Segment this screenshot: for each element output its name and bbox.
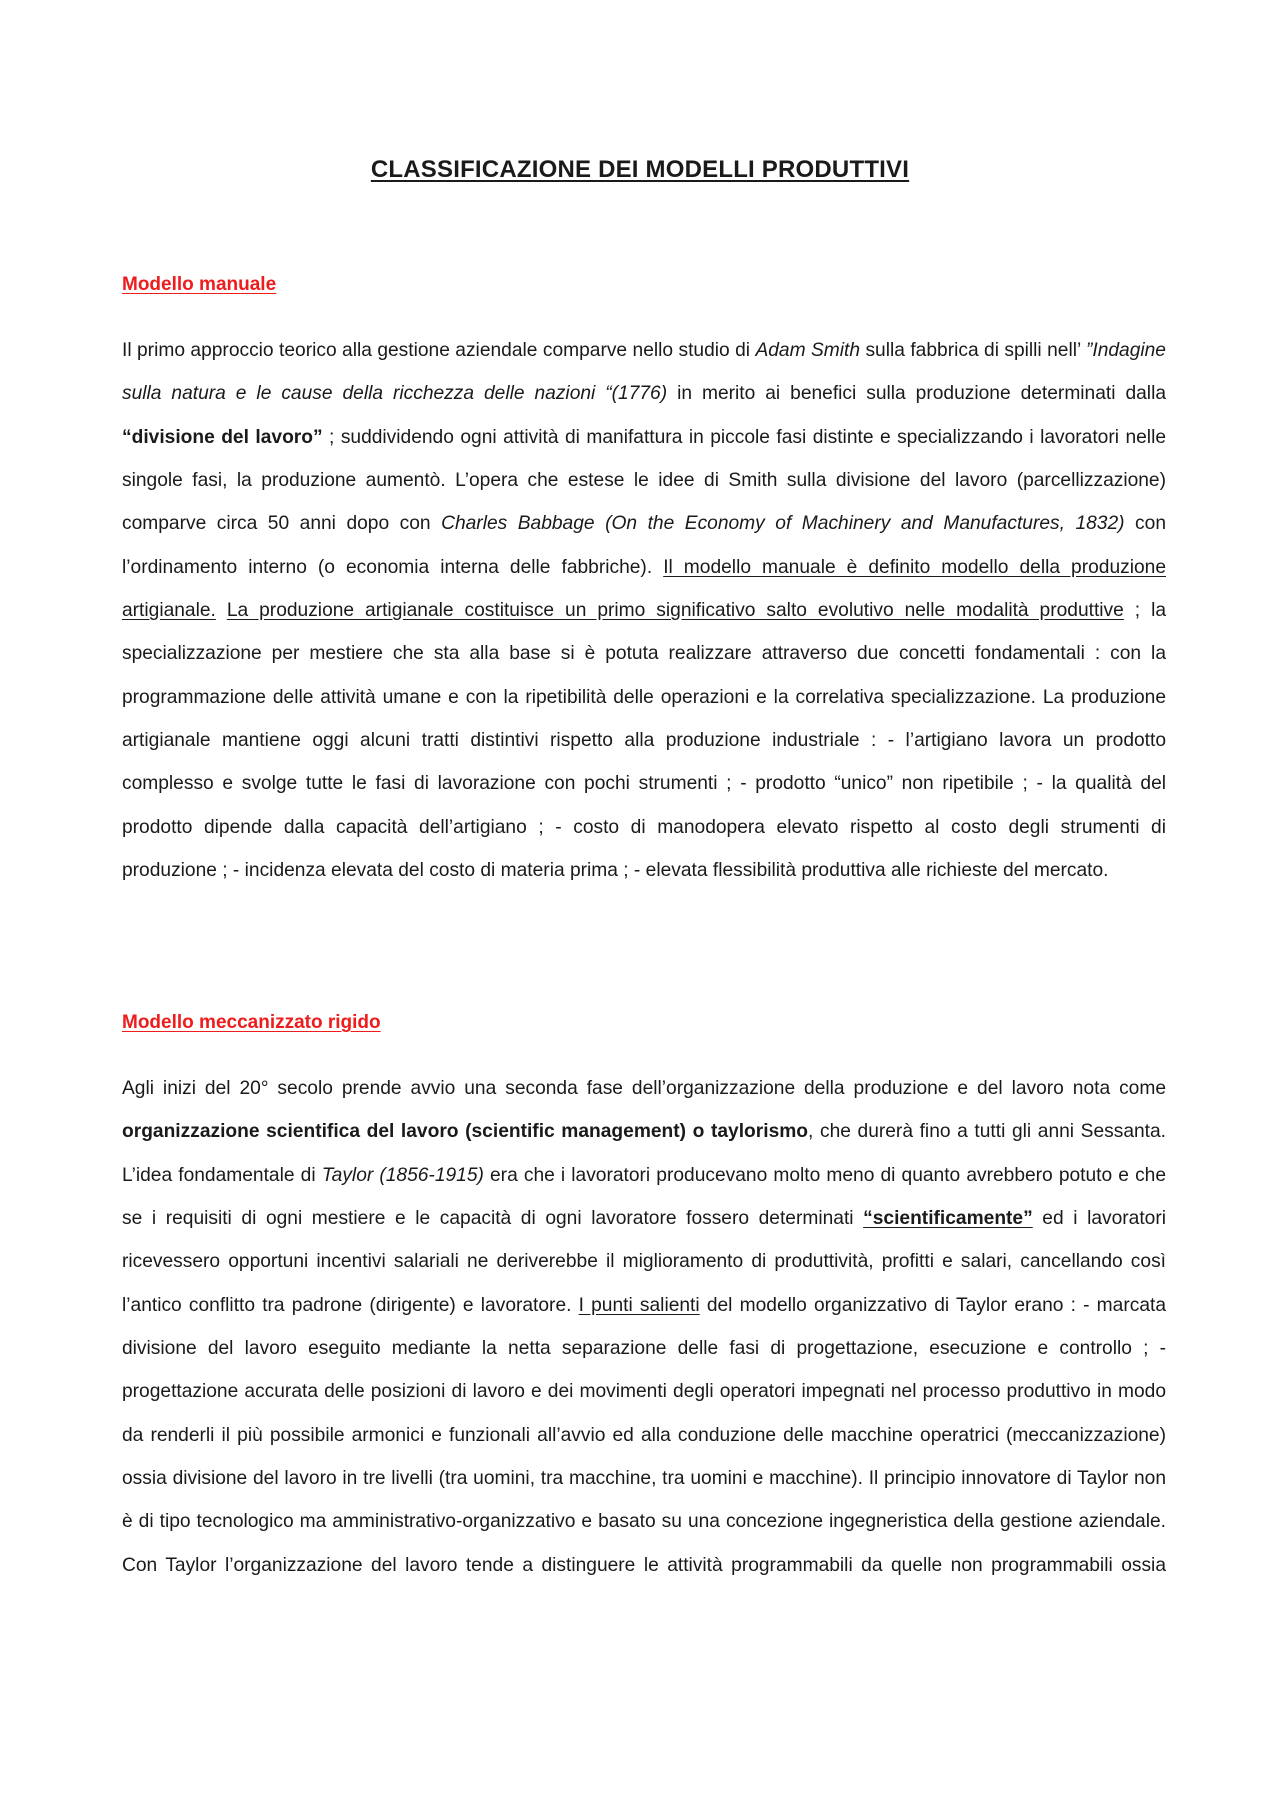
paragraph-modello-manuale <box>122 329 1166 892</box>
text-run-bold-underlined: “scientificamente” <box>863 1208 1033 1230</box>
text-run-italic: Taylor (1856-1915) <box>321 1164 484 1186</box>
text-run-italic: Charles Babbage (On the Economy of Machinery and Manufactures, 1832) <box>441 513 1125 535</box>
text-run: Agli inizi del 20° secolo prende avvio una seconda fase dell’organizzazione della produzione e del lavoro nota come <box>122 1078 1166 1099</box>
text-run-italic: ”Indagine sulla natura e le cause della ricchezza delle nazioni “(1776) <box>122 340 1166 405</box>
text-run-bold: “divisione del lavoro” <box>122 426 323 448</box>
text-run-underlined: Il modello manuale è definito modello della produzione artigianale. <box>122 556 1166 622</box>
text-run-italic: Adam Smith <box>755 340 861 361</box>
text-run-bold: organizzazione scientifica del lavoro (scientific management) o taylorismo <box>122 1121 809 1143</box>
text-run-underlined: La produzione artigianale costituisce un primo significativo salto evolutivo nelle modalità produttive <box>226 600 1124 622</box>
text-run: era che i lavoratori producevano molto meno di quanto avrebbero potuto e che se i requisiti di ogni mestiere e le capacità di ogni lavoratore fossero determinati <box>122 1164 1167 1230</box>
text-run: , che durerà fino a tutti gli anni Sessanta. L’idea fondamentale di <box>122 1121 1166 1186</box>
text-run-underlined: I punti salienti <box>578 1294 700 1316</box>
text-run: sulla fabbrica di spilli nell’ <box>860 340 1086 361</box>
document-title: CLASSIFICAZIONE DEI MODELLI PRODUTTIVI <box>370 156 910 183</box>
text-run: del modello organizzativo di Taylor erano : - marcata divisione del lavoro eseguito mediante la netta separazione delle fasi di progettazione, esecuzione e controllo ; - progettazione accurata delle posizioni di lavoro e dei movimenti degli operatori impegnati nel processo produttivo in modo da renderli il più possibile armonici e funzionali all’avvio ed alla conduzione delle macchine operatrici (meccanizzazione) ossia divisione del lavoro in tre livelli (tra uomini, tra macchine, tra uomini e macchine). Il principio innovatore di Taylor non è di tipo tecnologico ma amministrativo-organizzativo e basato su una concezione ingegneristica della gestione aziendale. Con Taylor l’organizzazione del lavoro tende a distinguere le attività programmabili da quelle non programmabili ossia <box>122 1294 1166 1576</box>
text-run: in merito ai benefici sulla produzione determinati dalla <box>667 383 1166 405</box>
section-heading-modello-manuale: Modello manuale <box>122 274 277 295</box>
text-run: ; suddividendo ogni attività di manifattura in piccole fasi distinte e specializzando i lavoratori nelle singole fasi, la produzione aumentò. L’opera che estese le idee di Smith sulla divisione del lavoro (parcellizzazione) comparve circa 50 anni dopo con <box>122 426 1167 535</box>
section-heading-modello-meccanizzato-rigido: Modello meccanizzato rigido <box>122 1012 381 1033</box>
text-run <box>216 600 227 621</box>
text-run: ; la specializzazione per mestiere che sta alla base si è potuta realizzare attraverso due concetti fondamentali : con la programmazione delle attività umane e con la ripetibilità delle operazioni e la correlativa specializzazione. La produzione artigianale mantiene oggi alcuni tratti distintivi rispetto alla produzione industriale : - l’artigiano lavora un prodotto complesso e svolge tutte le fasi di lavorazione con pochi strumenti ; - prodotto “unico” non ripetibile ; - la qualità del prodotto dipende dalla capacità dell’artigiano ; - costo di manodopera elevato rispetto al costo degli strumenti di produzione ; - incidenza elevata del costo di materia prima ; - elevata flessibilità produttiva alle richieste del mercato. <box>122 600 1167 882</box>
text-run: Il primo approccio teorico alla gestione aziendale comparve nello studio di <box>122 340 756 361</box>
text-run: con l’ordinamento interno (o economia interna delle fabbriche). <box>122 513 1166 578</box>
text-run: ed i lavoratori ricevessero opportuni incentivi salariali ne deriverebbe il miglioramento di produttività, profitti e salari, cancellando così l’antico conflitto tra padrone (dirigente) e lavoratore. <box>122 1208 1166 1316</box>
paragraph-modello-meccanizzato-rigido <box>122 1067 1166 1587</box>
